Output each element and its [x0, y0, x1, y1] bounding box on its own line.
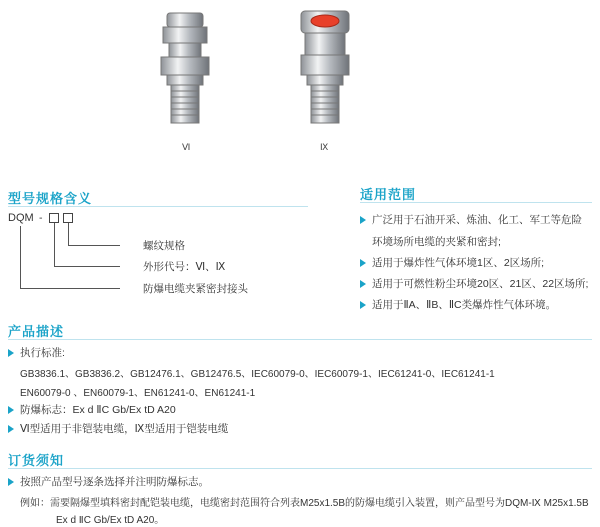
application-item-4: 适用于ⅡA、ⅡB、ⅡC类爆炸性气体环境。 — [372, 299, 557, 311]
description-exmark: 防爆标志：Ex d ⅡC Gb/Ex tD A20 — [20, 404, 176, 416]
description-bullet-standard — [8, 349, 14, 357]
connector-product — [20, 226, 21, 288]
application-bullet-1 — [360, 216, 366, 224]
model-code-box-2 — [63, 213, 73, 223]
application-rule — [360, 202, 592, 203]
ordering-bullet-1 — [8, 478, 14, 486]
spec-label-thread: 螺纹规格 — [143, 240, 185, 252]
product-caption-ix: Ⅸ — [320, 142, 329, 152]
description-types: Ⅵ型适用于非铠装电缆，Ⅸ型适用于铠装电缆 — [20, 423, 229, 435]
spec-label-product: 防爆电缆夹紧密封接头 — [143, 283, 248, 295]
ordering-item-1: 按照产品型号逐条选择并注明防爆标志。 — [20, 476, 209, 488]
description-title: 产品描述 — [8, 324, 65, 339]
model-spec-rule — [8, 206, 308, 207]
application-item-1-cont: 环境场所电缆的夹紧和密封; — [372, 236, 501, 248]
model-code-prefix: DQM — [8, 212, 34, 224]
application-item-2: 适用于爆炸性气体环境1区、2区场所; — [372, 257, 545, 269]
model-code-dash: - — [39, 212, 43, 224]
ordering-example-2: Ex d ⅡC Gb/Ex tD A20。 — [56, 515, 165, 526]
connector-shape-h — [54, 266, 120, 267]
description-bullet-exmark — [8, 406, 14, 414]
application-item-3: 适用于可燃性粉尘环境20区、21区、22区场所; — [372, 278, 589, 290]
connector-thread — [68, 223, 69, 245]
product-image-ix — [285, 5, 365, 130]
description-rule — [8, 339, 592, 340]
ordering-rule — [8, 468, 592, 469]
ordering-title: 订货须知 — [8, 453, 65, 468]
description-standards-1: GB3836.1、GB3836.2、GB12476.1、GB12476.5、IEC60079-0、IEC60079-1、IEC61241-0、IEC61241-1 — [20, 369, 495, 380]
model-spec-title: 型号规格含义 — [8, 191, 93, 206]
connector-thread-h — [68, 245, 120, 246]
model-code-box-1 — [49, 213, 59, 223]
spec-label-shape: 外形代号：Ⅵ、Ⅸ — [143, 261, 226, 273]
application-item-1: 广泛用于石油开采、炼油、化工、军工等危险 — [372, 214, 582, 226]
product-image-vi — [145, 5, 225, 130]
description-standard-label: 执行标准: — [20, 347, 65, 359]
connector-shape — [54, 223, 55, 266]
description-bullet-types — [8, 425, 14, 433]
application-title: 适用范围 — [360, 187, 417, 202]
application-bullet-4 — [360, 301, 366, 309]
ordering-example-1: 例如：需要隔爆型填料密封配铠装电缆，电缆密封范围符合列表M25x1.5B的防爆电缆引入装置，则产品型号为DQM-Ⅸ M25x1.5B — [20, 498, 589, 509]
description-standards-2: EN60079-0 、EN60079-1、EN61241-0、EN61241-1 — [20, 388, 256, 399]
connector-product-h — [20, 288, 120, 289]
application-bullet-3 — [360, 280, 366, 288]
product-caption-vi: Ⅵ — [182, 142, 191, 152]
application-bullet-2 — [360, 259, 366, 267]
